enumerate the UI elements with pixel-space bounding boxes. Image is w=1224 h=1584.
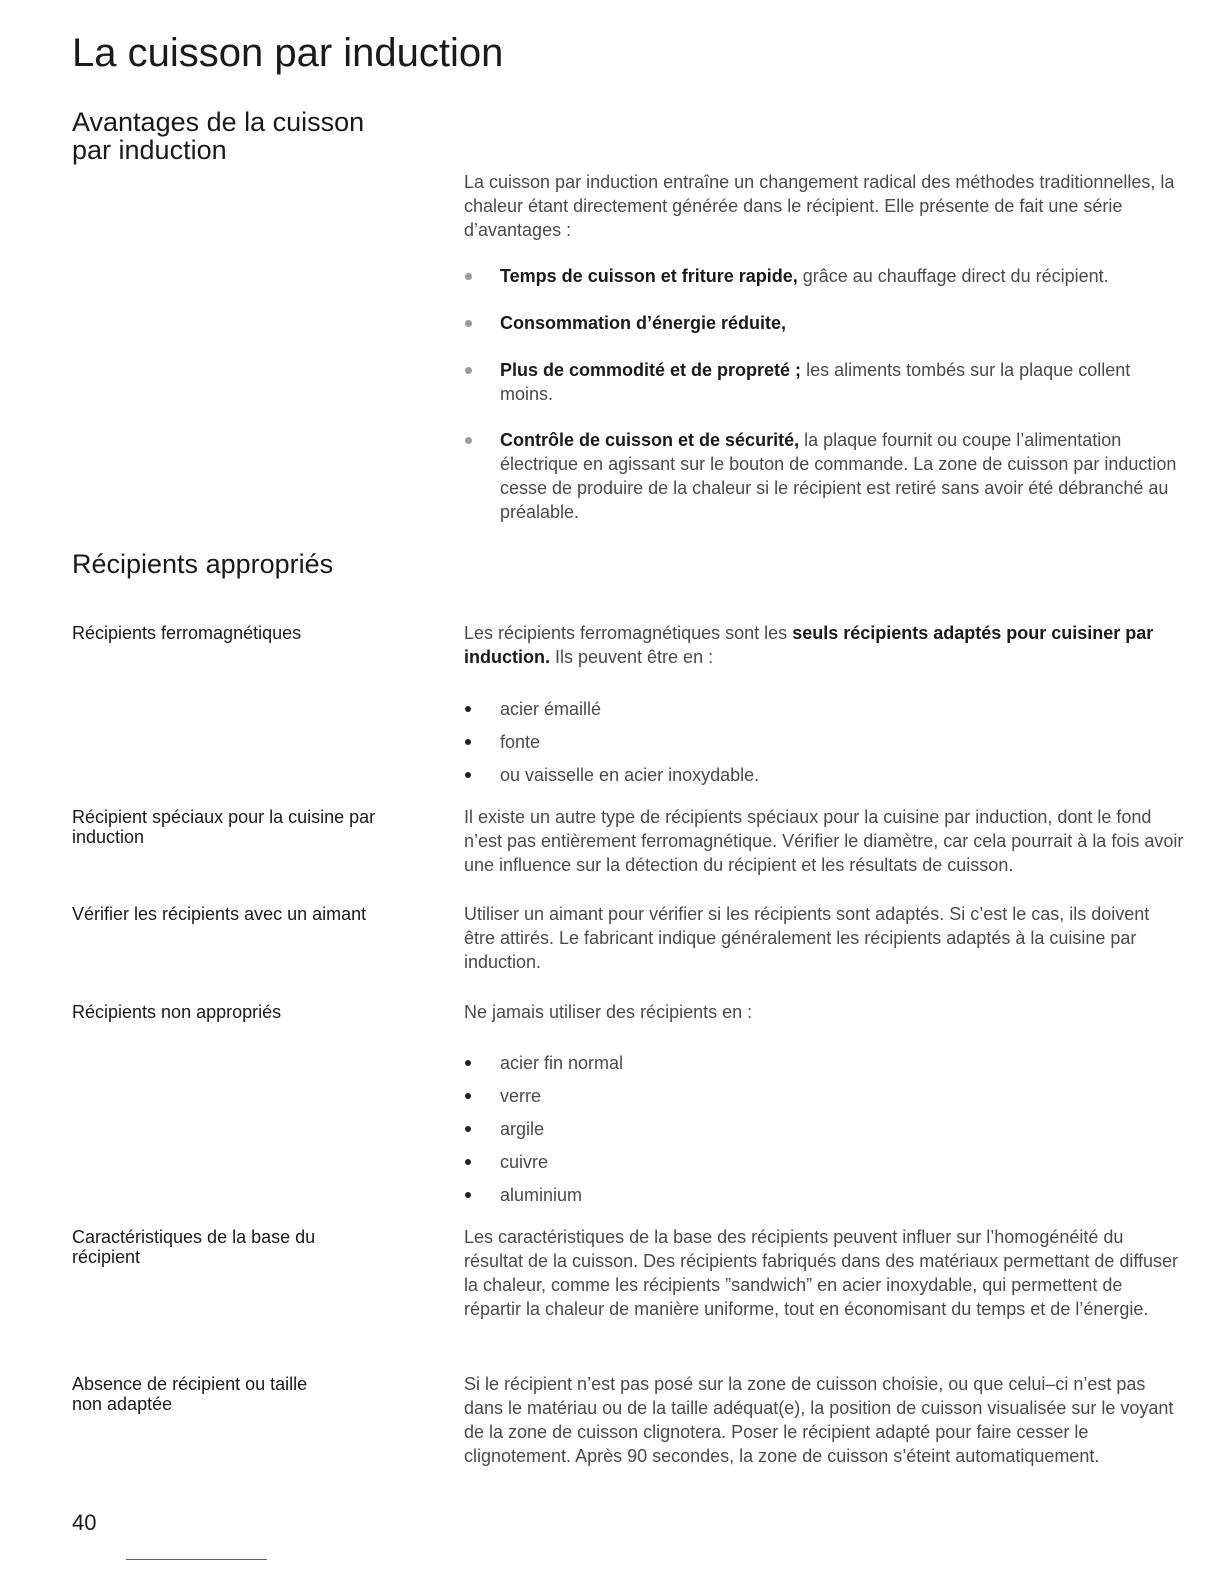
absence-text: Si le récipient n’est pas posé sur la zone de cuisson choisie, ou que celui–ci n’est pas dans le matériau ou de la taille adéquat(e), la position de cuisson visualisée sur le voyant de la zone de cuisson clignotera. Poser le récipient adapté pour faire cesser le clignotement. Après 90 secondes, la zone de cuisson s’éteint automatiquement.: [464, 1374, 1174, 1466]
bullet-icon: [465, 1192, 471, 1198]
bullet-icon: [465, 273, 472, 280]
ferro-text-post: Ils peuvent être en :: [549, 647, 714, 667]
list-item-text: ou vaisselle en acier inoxydable.: [500, 765, 760, 785]
list-item: [464, 311, 1184, 335]
bullet-icon: [465, 1093, 471, 1099]
list-item-text: cuivre: [500, 1152, 549, 1172]
advantages-heading-line2: par induction: [72, 135, 227, 165]
advantages-list: [464, 264, 1184, 524]
list-item: [464, 697, 1184, 721]
list-item-text: fonte: [500, 732, 541, 752]
ferro-text: [464, 621, 1184, 669]
advantage-bold: Contrôle de cuisson et de sécurité,: [500, 430, 800, 450]
bullet-icon: [465, 367, 472, 374]
bullet-icon: [465, 772, 471, 778]
list-item: [464, 358, 1184, 406]
list-item: [464, 1084, 1184, 1108]
list-item-text: acier émaillé: [500, 699, 602, 719]
advantage-text: grâce au chauffage direct du récipient.: [797, 266, 1109, 286]
unsuitable-label: Récipients non appropriés: [72, 1002, 282, 1022]
ferro-text-pre: Les récipients ferromagnétiques sont les: [464, 623, 793, 643]
absence-label: Absence de récipient ou taille non adaptée: [72, 1374, 308, 1414]
advantage-bold: Temps de cuisson et friture rapide,: [500, 266, 798, 286]
ferro-label: Récipients ferromagnétiques: [72, 623, 302, 643]
unsuitable-list: [464, 1051, 1184, 1216]
advantage-bold: Plus de commodité et de propreté ;: [500, 360, 802, 380]
advantages-heading: [72, 108, 364, 164]
list-item-text: aluminium: [500, 1185, 583, 1205]
advantages-heading-line1: Avantages de la cuisson: [72, 107, 365, 137]
bullet-icon: [465, 437, 472, 444]
list-item: [464, 1183, 1184, 1207]
advantage-bold: Consommation d’énergie réduite,: [500, 313, 787, 333]
special-label: Récipient spéciaux pour la cuisine par induction: [72, 807, 376, 847]
list-item-text: argile: [500, 1119, 545, 1139]
advantage-text: la plaque fournit ou coupe l’alimentation électrique en agissant sur le bouton de commande. La zone de cuisson par induction cesse de produire de la chaleur si le récipient est retiré sans avoir été débranché au préalable.: [500, 430, 1177, 522]
page-title: La cuisson par induction: [72, 31, 504, 75]
bullet-icon: [465, 739, 471, 745]
bullet-icon: [465, 320, 472, 327]
ferro-text-bold: seuls récipients adaptés pour cuisiner par induction.: [464, 623, 1154, 667]
advantage-text: les aliments tombés sur la plaque collent moins.: [500, 360, 1131, 404]
bullet-icon: [465, 1060, 471, 1066]
magnet-label: Vérifier les récipients avec un aimant: [72, 904, 367, 924]
list-item-text: verre: [500, 1086, 542, 1106]
base-label: Caractéristiques de la base du récipient: [72, 1227, 316, 1267]
magnet-text: Utiliser un aimant pour vérifier si les récipients sont adaptés. Si c’est le cas, ils doivent être attirés. Le fabricant indique généralement les récipients adaptés à la cuisine par induction.: [464, 904, 1150, 972]
base-text: Les caractéristiques de la base des récipients peuvent influer sur l’homogénéité du résultat de la cuisson. Des récipients fabriqués dans des matériaux permettant de diffuser la chaleur, comme les récipients ”sandwich” en acier inoxydable, qui permettent de répartir la chaleur de manière uniforme, tout en économisant du temps et de l’énergie.: [464, 1227, 1179, 1319]
ferro-list: [464, 697, 1184, 796]
recipients-heading: Récipients appropriés: [72, 549, 334, 579]
special-text: Il existe un autre type de récipients spéciaux pour la cuisine par induction, dont le fond n’est pas entièrement ferromagnétique. Vérifier le diamètre, car cela pourrait à la fois avoir une influence sur la détection du récipient et les résultats de cuisson.: [464, 807, 1184, 875]
list-item: [464, 1117, 1184, 1141]
unsuitable-text: Ne jamais utiliser des récipients en :: [464, 1002, 753, 1022]
bullet-icon: [465, 706, 471, 712]
list-item: [464, 1051, 1184, 1075]
footer-rule: [126, 1559, 267, 1560]
advantages-intro: La cuisson par induction entraîne un changement radical des méthodes traditionnelles, la chaleur étant directement générée dans le récipient. Elle présente de fait une série d’avantages :: [464, 172, 1175, 240]
list-item: [464, 730, 1184, 754]
list-item: [464, 763, 1184, 787]
list-item: [464, 264, 1184, 288]
list-item: [464, 428, 1184, 524]
bullet-icon: [465, 1159, 471, 1165]
bullet-icon: [465, 1126, 471, 1132]
list-item-text: acier fin normal: [500, 1053, 624, 1073]
list-item: [464, 1150, 1184, 1174]
page-number: 40: [72, 1510, 97, 1535]
